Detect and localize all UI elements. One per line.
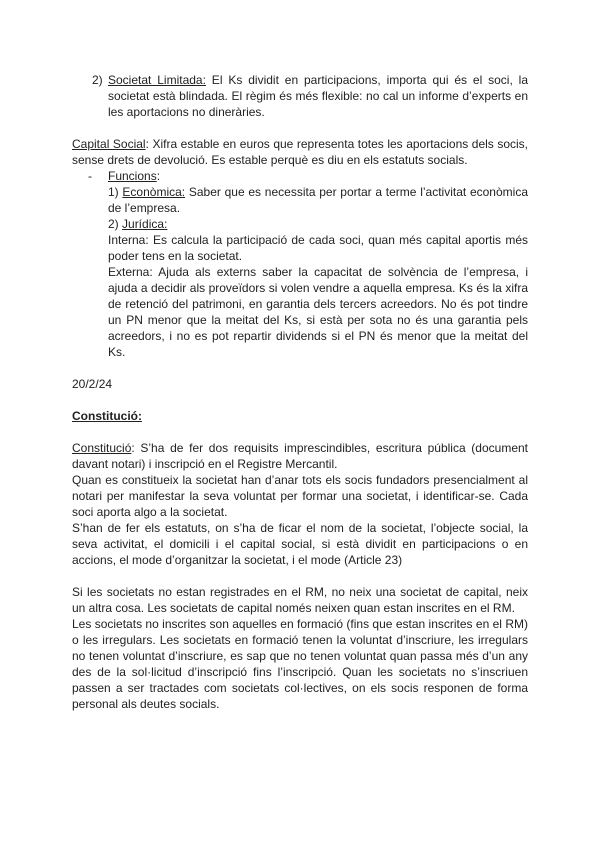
juridica-term: Jurídica:: [122, 217, 168, 231]
capital-social-section: [72, 136, 528, 360]
funcions-term: Funcions: [108, 169, 157, 183]
societat-limitada-term: Societat Limitada:: [108, 73, 206, 87]
date-line: 20/2/24: [72, 377, 113, 391]
constitucio-paragraph-3: S’han de fer els estatuts, on s’ha de ficar el nom de la societat, l’objecte social, la seva activitat, el domicili i el capital social, si està dividit en participacions o en accions, el mode d’organitzar la societat, i el mode (Article 23): [72, 521, 528, 567]
societat-limitada-text: El Ks dividit en participacions, importa qui és el soci, la societat està blindada. El règim és més flexible: no cal un informe d’experts en les aportacions no dineràries.: [108, 73, 529, 119]
registre-paragraph-1: Si les societats no estan registrades en el RM, no neix una societat de capital, neix un altra cosa. Les societats de capital només neixen quan estan inscrites en el RM.: [72, 585, 528, 615]
juridica-number: 2): [108, 217, 119, 231]
economica-paragraph: [108, 184, 528, 216]
list-number: 2): [92, 73, 103, 87]
externa-paragraph: Externa: Ajuda als externs saber la capacitat de solvència de l’empresa, i ajuda a decidir als proveïdors si volen vendre a aquella empresa. Ks és la xifra de retenció del patrimoni, en garantia dels tercers acreedors. No és pot tindre un PN menor que la meitat del Ks, si està per sota no és una garantia pels acreedors, i no es pot repartir dividends si el PN és menor que la meitat del Ks.: [108, 265, 528, 359]
constitucio-text: : S’ha de fer dos requisits imprescindibles, escritura pública (document davant notari) i inscripció en el Registre Mercantil.: [72, 441, 528, 471]
capital-social-text: : Xifra estable en euros que representa totes les aportacions dels socis, sense drets de devolució. Es estable perquè es diu en els estatuts socials.: [72, 137, 528, 167]
registre-section: [72, 584, 528, 712]
constitucio-paragraph: [72, 440, 528, 472]
economica-text: Saber que es necessita per portar a terme l’activitat econòmica de l’empresa.: [108, 185, 528, 215]
funcions-colon: :: [156, 169, 161, 183]
list-item-body: [108, 72, 528, 120]
economica-term: Econòmica:: [122, 185, 186, 199]
funcions-content: [108, 168, 528, 360]
economica-number: 1): [108, 185, 119, 199]
funcions-bullet: [72, 168, 528, 360]
capital-social-term: Capital Social: [72, 137, 146, 151]
juridica-heading: [108, 216, 528, 232]
constitucio-paragraph-2: Quan es constitueix la societat han d’anar tots els socis fundadors presencialment al notari per manifestar la seva voluntat per formar una societat, i identificar-se. Cada soci aporta algo a la societat.: [72, 473, 528, 519]
constitucio-section: [72, 440, 528, 568]
section-heading-constitucio: Constitució:: [72, 409, 142, 423]
constitucio-term: Constitució: [72, 441, 132, 455]
registre-paragraph-2: Les societats no inscrites son aquelles en formació (fins que estan inscrites en el RM) o les irregulars. Les societats en formació tenen la voluntat d’inscriure, les irregulars no tenen voluntat d’inscriure, es sap que no tenen voluntat quan passa més d’un any des de la sol·licitud d’inscripció fins l’inscripció. Quan les societats no s’inscriuen passen a ser tractades com societats col·lectives, on els socis responen de forma personal als deutes socials.: [72, 617, 528, 711]
interna-paragraph: Interna: Es calcula la participació de cada soci, quan més capital aportis més poder tens en la societat.: [108, 233, 528, 263]
funcions-heading: [108, 168, 528, 184]
bullet-dash: -: [88, 169, 92, 183]
capital-social-paragraph: [72, 136, 528, 168]
list-item-societat-limitada: [72, 72, 528, 120]
